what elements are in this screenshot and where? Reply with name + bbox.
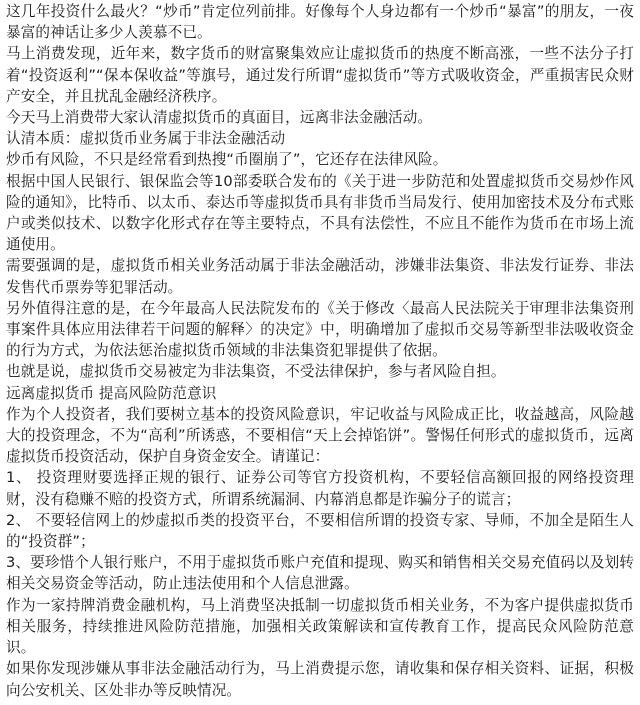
paragraph-today: 今天马上消费带大家认清虚拟货币的真面目，远离非法金融活动。 bbox=[6, 109, 433, 127]
article-body bbox=[6, 1, 634, 701]
paragraph-notice: 根据中国人民银行、银保监会等10部委联合发布的《关于进一步防范和处置虚拟货币交易炒作风险的通知》，比特币、以太币、泰达币等虚拟货币具有非货币当局发行、使用加密技术及分布式账户或类似技术、以数字化形式存在等主要特点，不具有法偿性，不应且不能作为货币在市场上流通使用。 bbox=[6, 172, 634, 254]
paragraph-emphasis: 需要强调的是，虚拟货币相关业务活动属于非法金融活动，涉嫌非法集资、非法发行证券、非法发售代币票券等犯罪活动。 bbox=[6, 257, 634, 296]
paragraph-court: 另外值得注意的是，在今年最高人民法院发布的《关于修改〈最高人民法院关于审理非法集资刑事案件具体应用法律若干问题的解释〉的决定》中，明确增加了虚拟币交易等新型非法吸收资金的行为方式，为依法惩治虚拟货币领域的非法集资犯罪提供了依据。 bbox=[6, 299, 634, 360]
paragraph-company: 作为一家持牌消费金融机构，马上消费坚决抵制一切虚拟货币相关业务，不为客户提供虚拟货币相关服务，持续推进风险防范措施，加强相关政策解读和宣传教育工作，提高民众风险防范意识。 bbox=[6, 596, 634, 657]
paragraph-risk: 炒币有风险，不只是经常看到热搜“币圈崩了”，它还存在法律风险。 bbox=[6, 151, 448, 169]
section-heading-prevention: 远离虚拟货币 提高风险防范意识 bbox=[6, 384, 217, 402]
list-item-3: 3、要珍惜个人银行账户，不用于虚拟货币账户充值和提现、购买和销售相关交易充值码以及划转相关交易资金等活动，防止违法使用和个人信息泄露。 bbox=[6, 554, 634, 593]
list-item-1: 1、 投资理财要选择正规的银行、证券公司等官方投资机构，不要轻信高额回报的网络投资理财，没有稳赚不赔的投资方式，所谓系统漏洞、内幕消息都是诈骗分子的谎言； bbox=[6, 469, 634, 508]
section-heading-nature: 认清本质：虚拟货币业务属于非法金融活动 bbox=[6, 130, 286, 148]
paragraph-discovery: 马上消费发现，近年来，数字货币的财富聚集效应让虚拟货币的热度不断高涨，一些不法分子打着“投资返利”“保本保收益”等旗号，通过发行所谓“虚拟货币”等方式吸收资金，严重损害民众财产安全，并且扰乱金融经济秩序。 bbox=[6, 45, 634, 105]
paragraph-intro: 这几年投资什么最火？“炒币”肯定位列前排。好像每个人身边都有一个炒币“暴富”的朋友，一夜暴富的神话让多少人羡慕不已。 bbox=[6, 3, 634, 42]
paragraph-conclusion: 也就是说，虚拟货币交易被定为非法集资，不受法律保护，参与者风险自担。 bbox=[6, 363, 506, 381]
list-item-2: 2、 不要轻信网上的炒虚拟币类的投资平台，不要相信所谓的投资专家、导师，不加全是陌生人的“投资群”； bbox=[6, 511, 634, 551]
paragraph-report: 如果你发现涉嫌从事非法金融活动行为，马上消费提示您，请收集和保存相关资料、证据，积极向公安机关、区处非办等反映情况。 bbox=[6, 660, 634, 699]
paragraph-investor: 作为个人投资者，我们要树立基本的投资风险意识，牢记收益与风险成正比，收益越高，风险越大的投资理念，不为“高利”所诱惑，不要相信“天上会掉馅饼”。警惕任何形式的虚拟货币，远离虚拟货币投资活动，保护自身资金安全。请谨记： bbox=[6, 405, 634, 466]
